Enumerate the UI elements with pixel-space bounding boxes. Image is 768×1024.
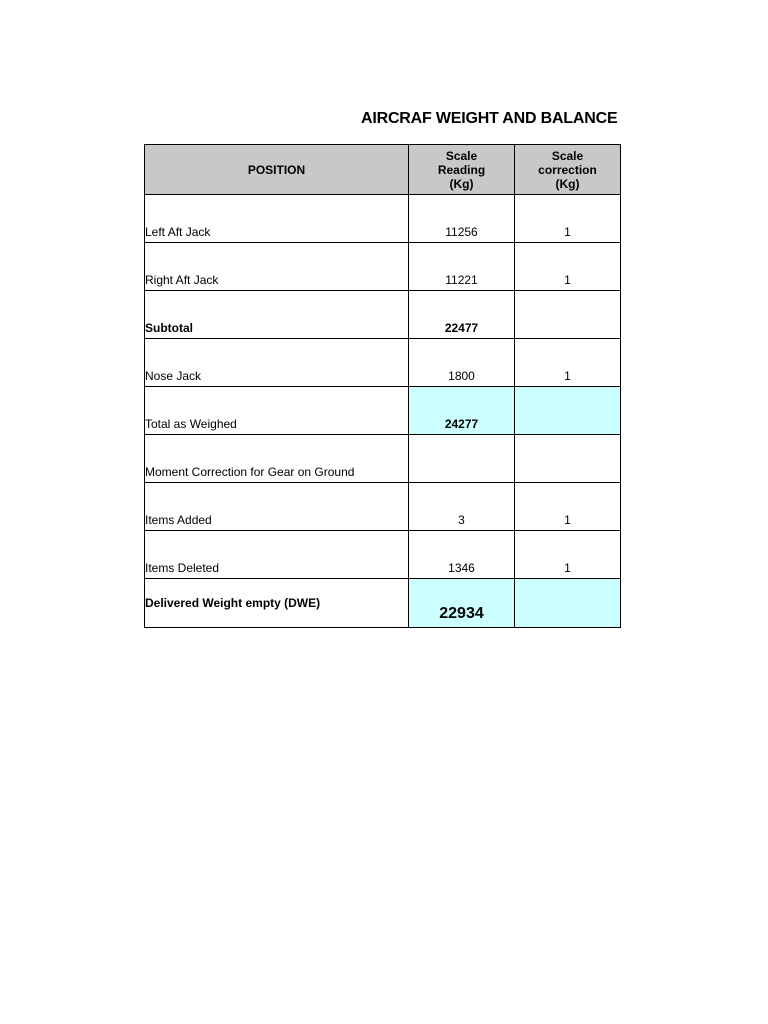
row-position: Items Added	[145, 483, 409, 531]
row-scale-correction	[515, 291, 621, 339]
header-scale-correction	[515, 145, 621, 195]
table-row	[145, 243, 621, 291]
row-position: Nose Jack	[145, 339, 409, 387]
header-scale-correction-line: (Kg)	[555, 176, 580, 191]
row-scale-reading	[409, 435, 515, 483]
row-scale-correction	[515, 579, 621, 628]
table-row	[145, 483, 621, 531]
row-scale-reading: 3	[409, 483, 515, 531]
row-scale-correction: 1	[515, 483, 621, 531]
header-position: POSITION	[145, 145, 409, 195]
table-row	[145, 435, 621, 483]
row-scale-reading: 1346	[409, 531, 515, 579]
table-row-total-weighed	[145, 387, 621, 435]
row-scale-correction: 1	[515, 531, 621, 579]
row-scale-correction: 1	[515, 243, 621, 291]
title-clip	[145, 108, 620, 130]
row-position: Delivered Weight empty (DWE)	[145, 579, 409, 628]
row-scale-reading: 1800	[409, 339, 515, 387]
row-scale-reading: 24277	[409, 387, 515, 435]
table-row	[145, 195, 621, 243]
weight-balance-table	[144, 144, 621, 628]
row-scale-reading: 11256	[409, 195, 515, 243]
row-position: Items Deleted	[145, 531, 409, 579]
header-scale-reading	[409, 145, 515, 195]
row-scale-correction: 1	[515, 195, 621, 243]
header-scale-reading-line: (Kg)	[449, 176, 474, 191]
table-row	[145, 339, 621, 387]
row-position: Subtotal	[145, 291, 409, 339]
row-scale-correction	[515, 387, 621, 435]
table-header-row	[145, 145, 621, 195]
row-scale-correction: 1	[515, 339, 621, 387]
table-row-subtotal	[145, 291, 621, 339]
row-position: Right Aft Jack	[145, 243, 409, 291]
row-scale-reading: 11221	[409, 243, 515, 291]
row-position: Left Aft Jack	[145, 195, 409, 243]
row-scale-reading: 22477	[409, 291, 515, 339]
table-row	[145, 531, 621, 579]
header-scale-reading-line: Reading	[437, 162, 486, 177]
row-position: Moment Correction for Gear on Ground	[145, 435, 409, 483]
header-scale-correction-line: correction	[538, 162, 597, 177]
page-title: AIRCRAF WEIGHT AND BALANCE	[361, 110, 618, 127]
row-position: Total as Weighed	[145, 387, 409, 435]
table-row-dwe	[145, 579, 621, 628]
header-scale-reading-line: Scale	[445, 148, 478, 163]
row-scale-reading: 22934	[409, 579, 515, 628]
header-scale-correction-line: Scale	[551, 148, 584, 163]
row-scale-correction	[515, 435, 621, 483]
